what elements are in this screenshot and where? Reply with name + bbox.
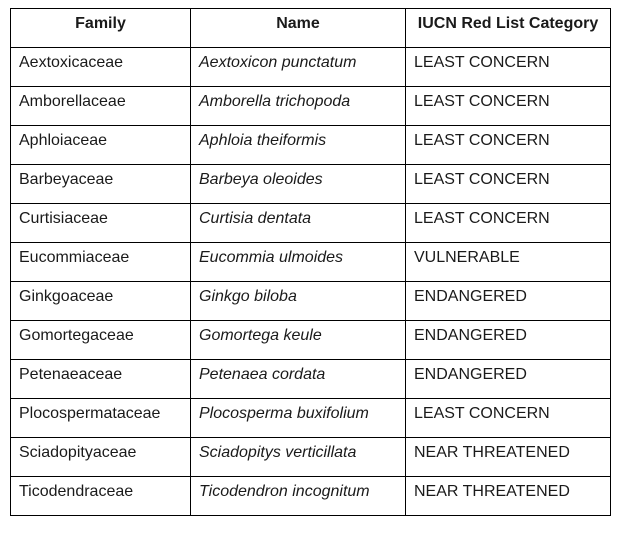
- species-name-cell: Amborella trichopoda: [191, 87, 406, 126]
- family-cell: Eucommiaceae: [11, 243, 191, 282]
- family-cell: Gomortegaceae: [11, 321, 191, 360]
- iucn-category-cell: ENDANGERED: [406, 360, 611, 399]
- family-cell: Amborellaceae: [11, 87, 191, 126]
- table-row: [11, 282, 611, 321]
- family-cell: Barbeyaceae: [11, 165, 191, 204]
- iucn-category-cell: LEAST CONCERN: [406, 48, 611, 87]
- table-row: [11, 399, 611, 438]
- table-header-row: [11, 9, 611, 48]
- species-name-cell: Sciadopitys verticillata: [191, 438, 406, 477]
- species-name-cell: Eucommia ulmoides: [191, 243, 406, 282]
- iucn-category-cell: NEAR THREATENED: [406, 438, 611, 477]
- species-name-cell: Aextoxicon punctatum: [191, 48, 406, 87]
- species-name-cell: Curtisia dentata: [191, 204, 406, 243]
- table-row: [11, 477, 611, 516]
- family-cell: Ginkgoaceae: [11, 282, 191, 321]
- iucn-category-cell: LEAST CONCERN: [406, 126, 611, 165]
- species-name-cell: Petenaea cordata: [191, 360, 406, 399]
- header-iucn-category: IUCN Red List Category: [406, 9, 611, 48]
- iucn-category-cell: LEAST CONCERN: [406, 399, 611, 438]
- table-row: [11, 243, 611, 282]
- species-name-cell: Ginkgo biloba: [191, 282, 406, 321]
- species-name-cell: Aphloia theiformis: [191, 126, 406, 165]
- family-cell: Sciadopityaceae: [11, 438, 191, 477]
- species-name-cell: Ticodendron incognitum: [191, 477, 406, 516]
- family-cell: Petenaeaceae: [11, 360, 191, 399]
- species-name-cell: Gomortega keule: [191, 321, 406, 360]
- header-name: Name: [191, 9, 406, 48]
- iucn-category-cell: LEAST CONCERN: [406, 165, 611, 204]
- family-cell: Aphloiaceae: [11, 126, 191, 165]
- table-row: [11, 126, 611, 165]
- table-row: [11, 165, 611, 204]
- header-family: Family: [11, 9, 191, 48]
- species-name-cell: Plocosperma buxifolium: [191, 399, 406, 438]
- table-row: [11, 438, 611, 477]
- table-row: [11, 48, 611, 87]
- family-cell: Plocospermataceae: [11, 399, 191, 438]
- iucn-category-cell: LEAST CONCERN: [406, 87, 611, 126]
- table-row: [11, 360, 611, 399]
- species-name-cell: Barbeya oleoides: [191, 165, 406, 204]
- family-cell: Curtisiaceae: [11, 204, 191, 243]
- iucn-species-table: [10, 8, 611, 516]
- iucn-category-cell: ENDANGERED: [406, 321, 611, 360]
- family-cell: Aextoxicaceae: [11, 48, 191, 87]
- iucn-category-cell: ENDANGERED: [406, 282, 611, 321]
- iucn-category-cell: VULNERABLE: [406, 243, 611, 282]
- family-cell: Ticodendraceae: [11, 477, 191, 516]
- table-row: [11, 321, 611, 360]
- table-row: [11, 87, 611, 126]
- iucn-category-cell: LEAST CONCERN: [406, 204, 611, 243]
- iucn-category-cell: NEAR THREATENED: [406, 477, 611, 516]
- table-row: [11, 204, 611, 243]
